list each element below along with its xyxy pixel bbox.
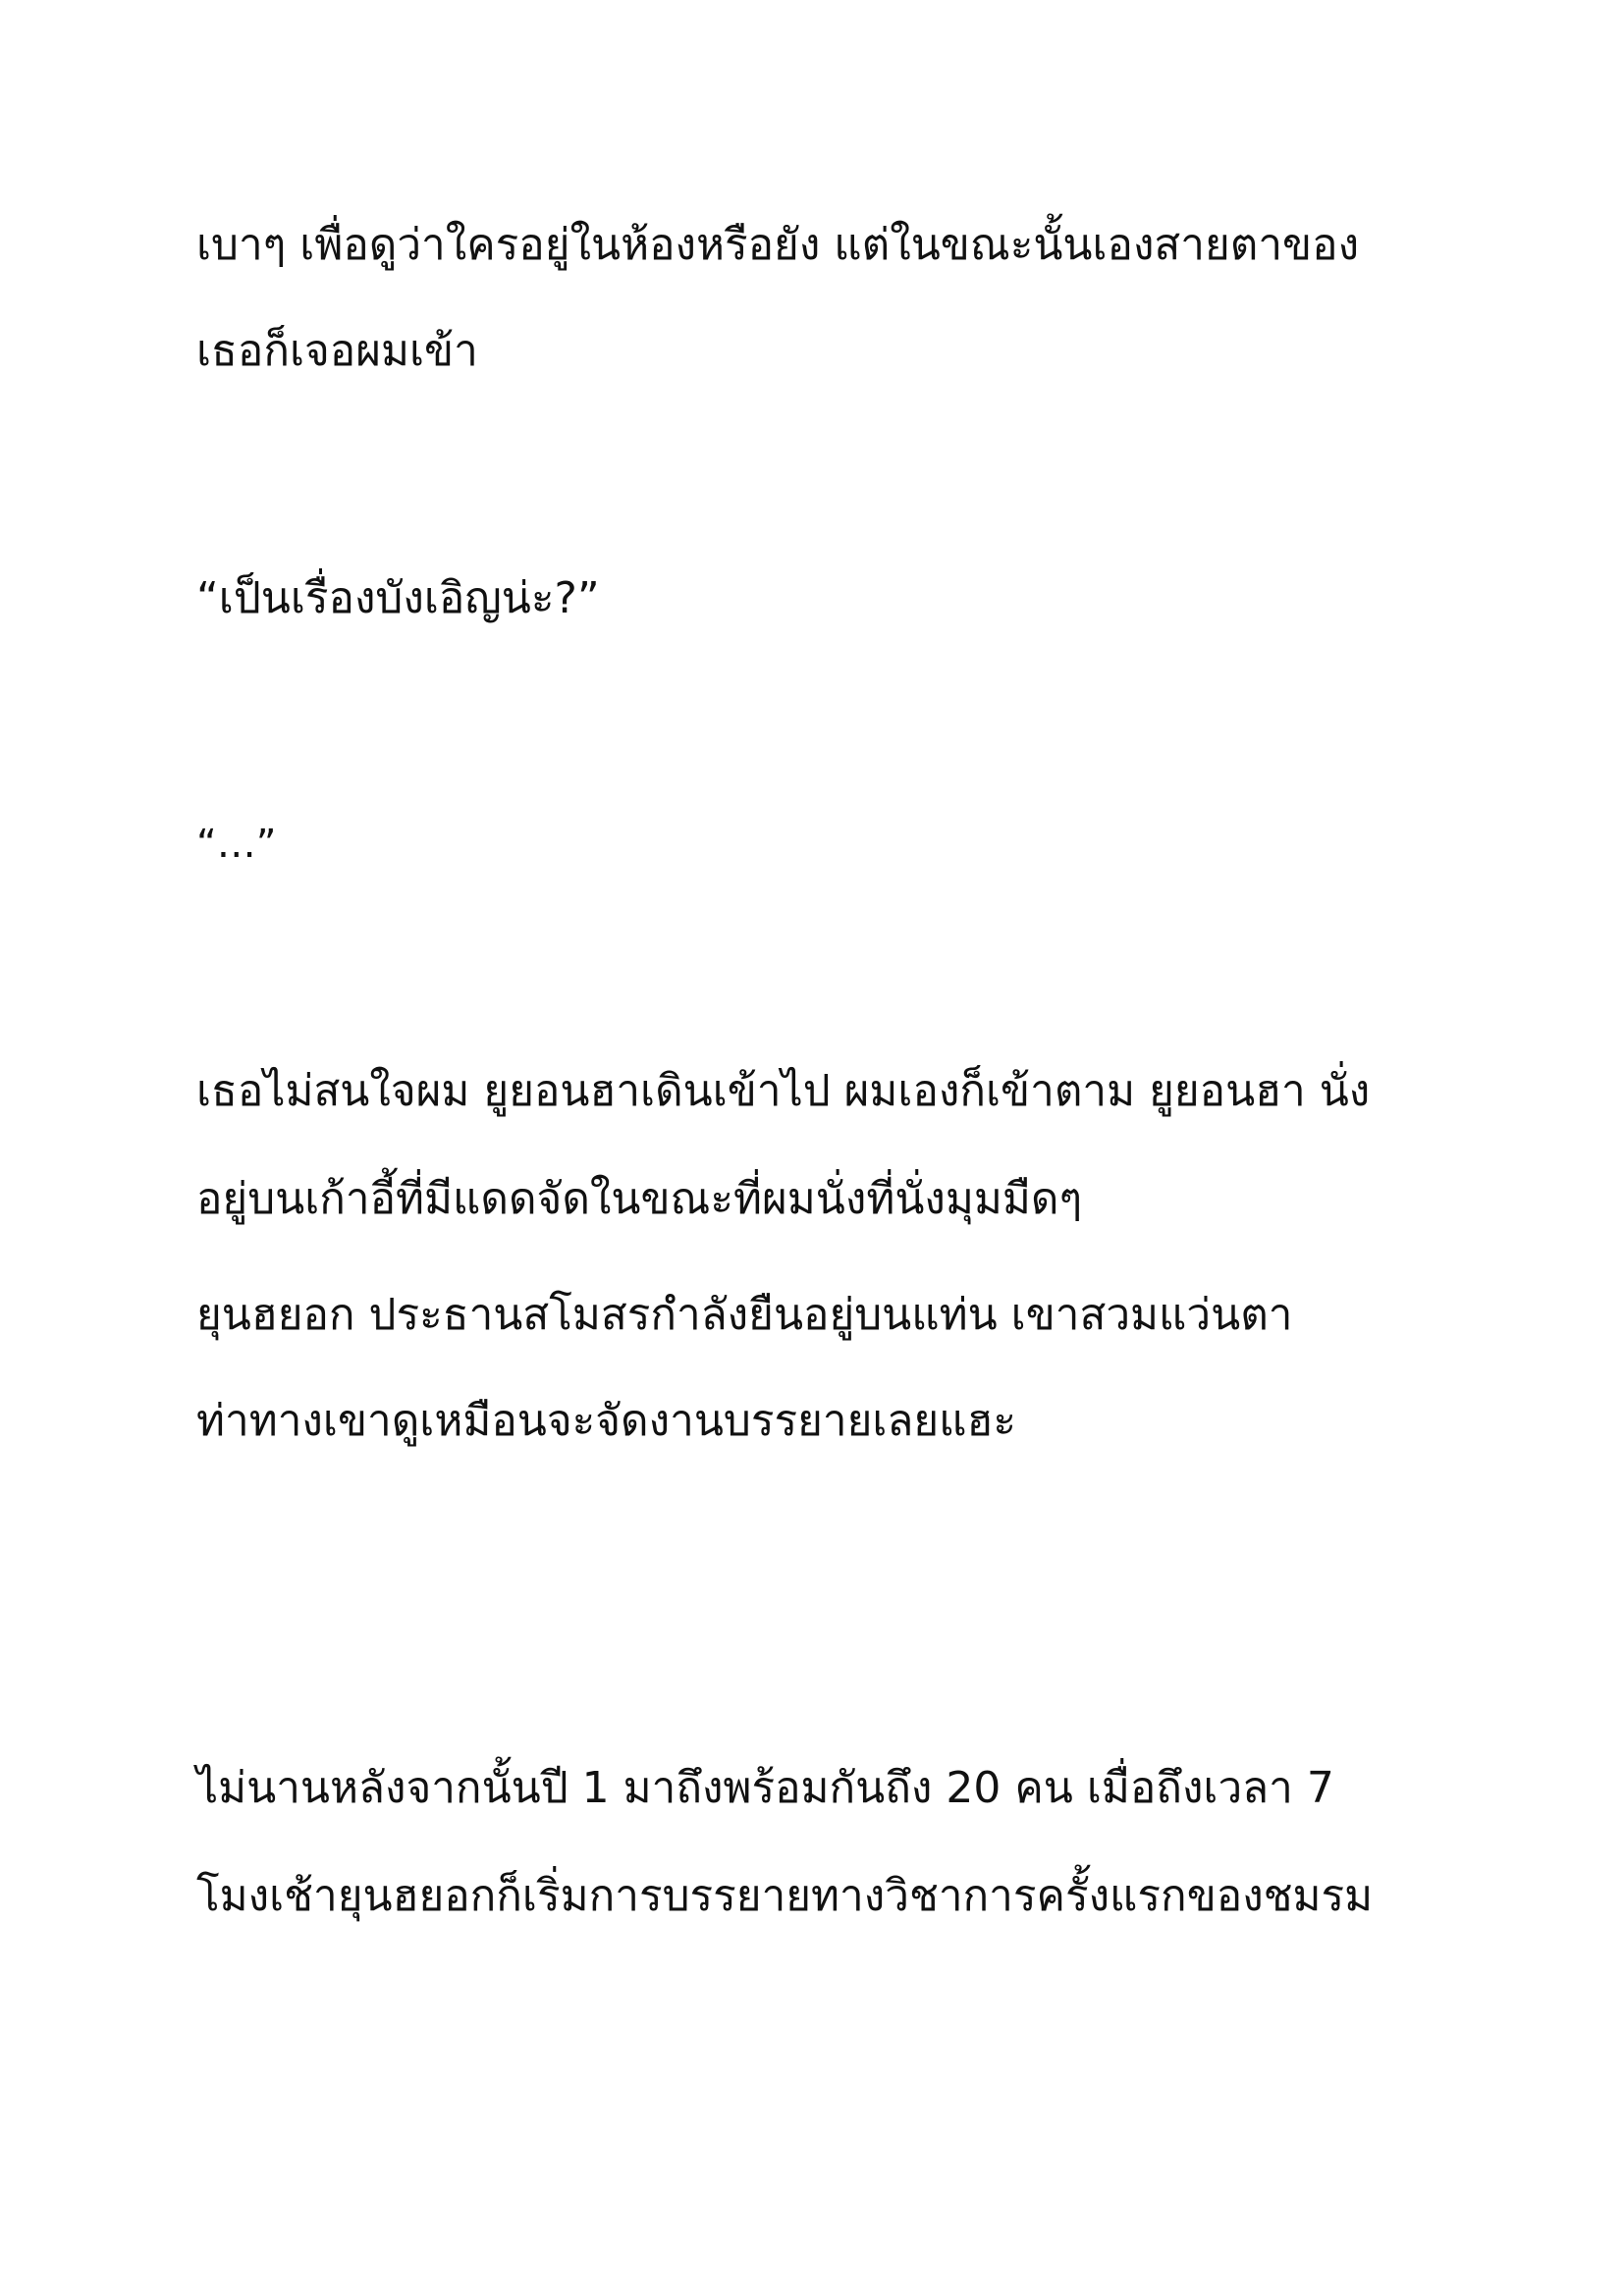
paragraph-line-7: ไม่นานหลังจากนั้นปี 1 มาถึงพร้อมกันถึง 20 คน เมื่อถึงเวลา 7 — [196, 1763, 1334, 1813]
paragraph-line-4: อยู่บนเก้าอี้ที่มีแดดจัดในขณะที่ผมนั่งที่นั่งมุมมืดๆ — [196, 1174, 1083, 1224]
paragraph-line-5: ยุนฮยอก ประธานสโมสรกำลังยืนอยู่บนแท่น เขาสวมแว่นตา — [196, 1290, 1293, 1340]
paragraph-line-1: เบาๆ เพื่อดูว่าใครอยู่ในห้องหรือยัง แต่ในขณะนั้นเองสายตาของ — [196, 220, 1360, 270]
paragraph-line-3: เธอไม่สนใจผม ยูยอนฮาเดินเข้าไป ผมเองก็เข้าตาม ยูยอนฮา นั่ง — [196, 1066, 1371, 1116]
paragraph-line-8: โมงเช้ายุนฮยอกก็เริ่มการบรรยายทางวิชาการครั้งแรกของชมรม — [196, 1871, 1374, 1921]
paragraph-line-2: เธอก็เจอผมเข้า — [196, 326, 478, 376]
dialogue-line-1: “เป็นเรื่องบังเอิญน่ะ?” — [196, 573, 600, 623]
paragraph-line-6: ท่าทางเขาดูเหมือนจะจัดงานบรรยายเลยแฮะ — [196, 1396, 1016, 1446]
dialogue-line-2: “…” — [196, 822, 277, 867]
